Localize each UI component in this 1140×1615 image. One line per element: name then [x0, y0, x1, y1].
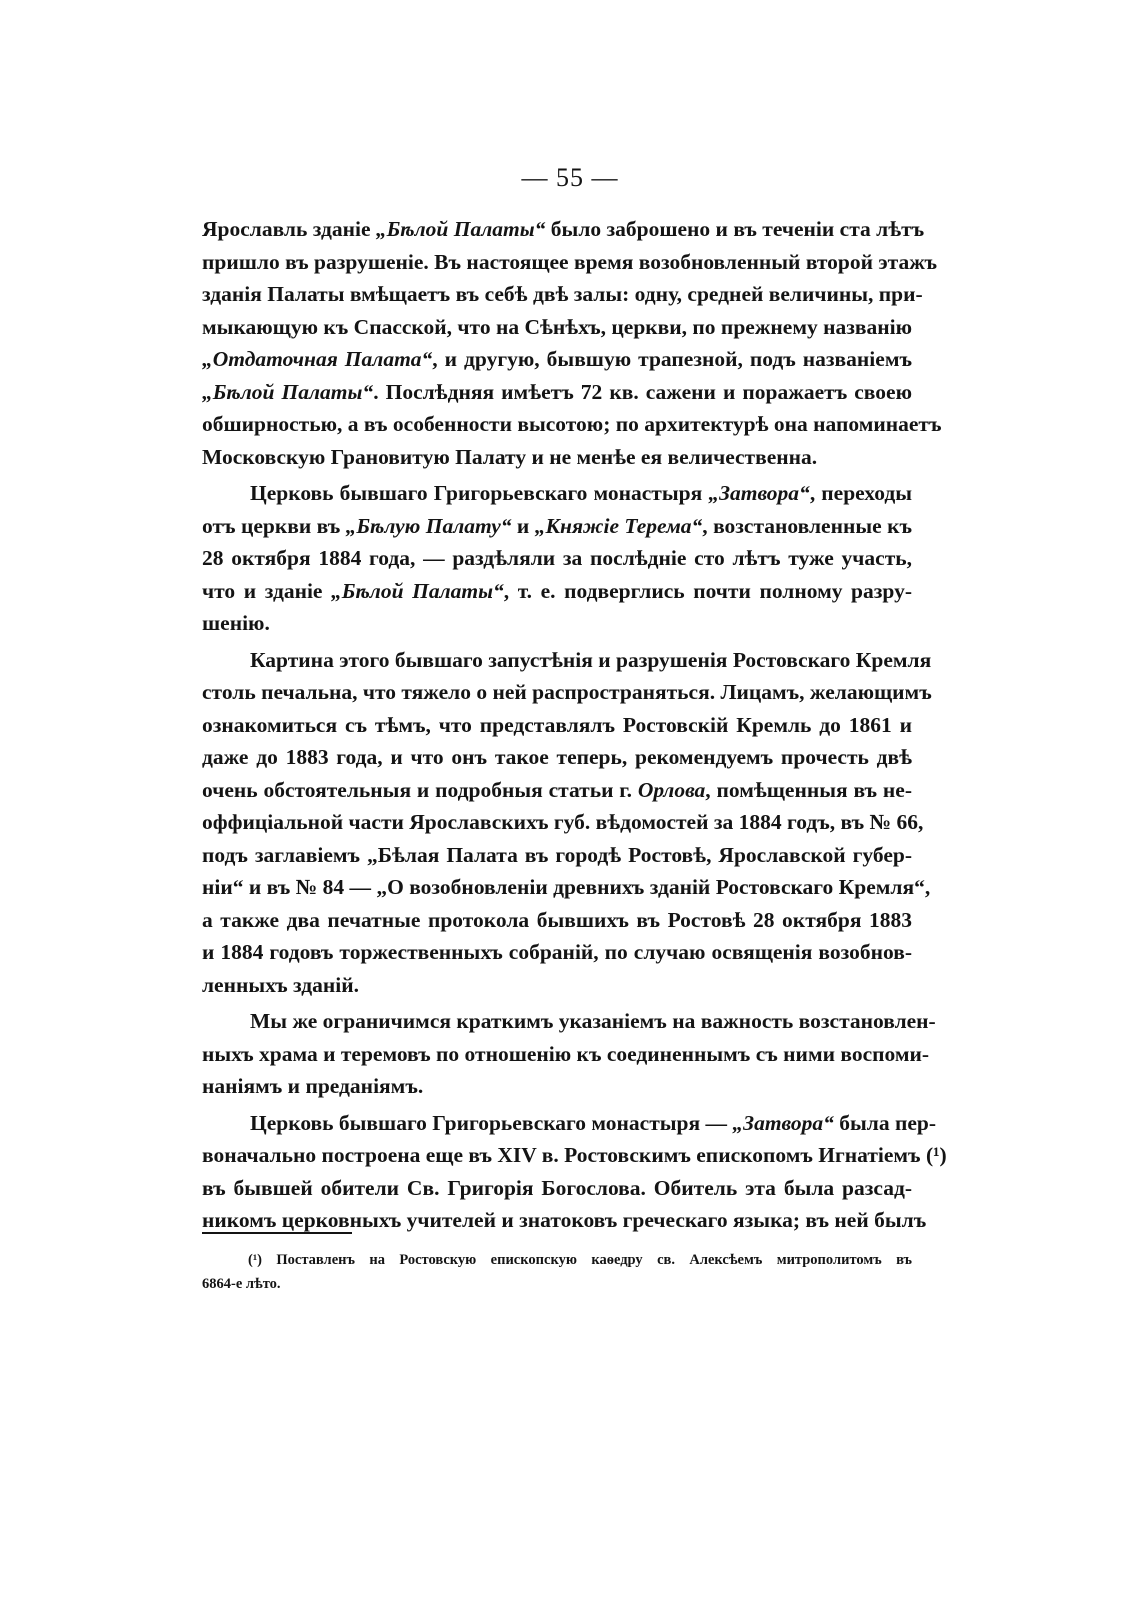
text-run: , переходы	[809, 481, 912, 505]
text-run: шенію.	[202, 611, 270, 635]
italic-text-run: „Княжіе Терема“	[534, 513, 703, 538]
text-run: , помѣщенныя въ не-	[705, 777, 912, 802]
text-run: даже до 1883 года, и что онъ такое теперь, рекомендуемъ прочесть двѣ	[202, 745, 912, 769]
text-line	[202, 1038, 930, 1071]
text-line	[248, 1248, 912, 1272]
paragraph	[202, 1107, 947, 1237]
text-line	[202, 1272, 912, 1296]
text-run: и 1884 годовъ торжественныхъ собраній, по случаю освященія возобнов-	[202, 940, 912, 964]
text-run: , т. е. подверглись почти полному разру-	[503, 578, 912, 603]
text-line	[202, 774, 912, 807]
italic-text-run: „Бѣлой Палаты“	[375, 217, 546, 241]
text-run: обширностью, а въ особенности высотою; по архитектурѣ она напоминаетъ	[202, 412, 942, 436]
text-run: оффиціальной части Ярославскихъ губ. вѣдомостей за 1884 годъ, въ № 66,	[202, 810, 924, 834]
text-run: пришло въ разрушеніе. Въ настоящее время возобновленный второй этажъ	[202, 249, 938, 274]
text-run: что и зданіе	[202, 578, 332, 603]
italic-text-run: „Затвора“	[732, 1110, 834, 1135]
text-line	[202, 441, 912, 474]
italic-text-run: „Бѣлую Палату“	[345, 513, 512, 538]
text-run: и	[511, 513, 535, 538]
text-run: 28 октября 1884 года, — раздѣляли за послѣдніе сто лѣтъ туже участь,	[202, 546, 912, 570]
italic-text-run: „Бѣлой Палаты“	[202, 379, 374, 404]
paragraph	[202, 477, 912, 640]
text-run: была пер-	[833, 1110, 937, 1135]
text-line	[202, 542, 912, 575]
paragraph	[202, 213, 942, 473]
text-line	[202, 246, 938, 279]
text-run: Церковь бывшаго Григорьевскаго монастыря	[250, 481, 709, 505]
text-run: ознакомиться съ тѣмъ, что представлялъ Ростовскій Кремль до 1861 и	[202, 712, 912, 737]
paragraph	[202, 1005, 936, 1103]
text-line	[202, 1172, 912, 1205]
text-line	[202, 806, 924, 839]
text-run: отъ церкви въ	[202, 513, 346, 538]
text-line	[202, 1070, 912, 1103]
text-run: наніямъ и преданіямъ.	[202, 1074, 424, 1098]
text-line	[202, 1107, 937, 1140]
text-run: а также два печатные протокола бывшихъ въ Ростовѣ 28 октября 1883	[202, 907, 912, 932]
text-run: Картина этого бывшаго запустѣнія и разрушенія Ростовскаго Кремля	[250, 647, 932, 672]
text-line	[202, 904, 912, 937]
text-line	[202, 278, 923, 311]
text-line	[202, 676, 932, 709]
text-run: очень обстоятельныя и подробныя статьи г.	[202, 777, 638, 802]
text-run: никомъ церковныхъ учителей и знатоковъ греческаго языка; въ ней былъ	[202, 1208, 927, 1232]
text-line	[202, 311, 912, 344]
italic-text-run: „Отдаточная Палата“	[202, 347, 433, 371]
text-run: зданія Палаты вмѣщаетъ въ себѣ двѣ залы: одну, средней величины, при-	[202, 282, 923, 306]
text-line	[202, 607, 912, 640]
text-run: было заброшено и въ теченіи ста лѣтъ	[545, 217, 925, 241]
text-line	[202, 376, 912, 409]
text-run: столь печальна, что тяжело о ней распространяться. Лицамъ, желающимъ	[202, 680, 932, 704]
text-line	[202, 871, 931, 904]
text-run: ленныхъ зданій.	[202, 972, 360, 997]
text-line	[202, 477, 912, 510]
text-line	[202, 1139, 947, 1172]
text-line	[202, 709, 912, 742]
text-line	[202, 408, 942, 441]
italic-text-run: „Бѣлой Палаты“	[331, 578, 504, 603]
text-line	[202, 644, 932, 677]
text-line	[202, 936, 912, 969]
body-text	[202, 213, 947, 1237]
footnote-divider	[202, 1232, 352, 1234]
text-line	[202, 1005, 936, 1038]
text-line	[202, 839, 912, 872]
text-line	[202, 510, 912, 543]
text-run: (¹) Поставленъ на Ростовскую епископскую каѳедру св. Алексѣемъ митрополитомъ въ	[248, 1252, 912, 1268]
italic-text-run: „Затвора“	[708, 481, 810, 505]
text-run: Церковь бывшаго Григорьевскаго монастыря —	[250, 1110, 733, 1135]
text-run: ніи“ и въ № 84 — „О возобновленіи древнихъ зданій Ростовскаго Кремля“,	[202, 875, 931, 899]
page-number: — 55 —	[521, 163, 619, 192]
text-run: , и другую, бывшую трапезной, подъ названіемъ	[432, 347, 912, 371]
text-run: мыкающую къ Спасской, что на Сѣнѣхъ, церкви, по прежнему названію	[202, 314, 913, 339]
text-line	[202, 741, 912, 774]
footnote	[202, 1248, 912, 1296]
italic-text-run: Орлова	[637, 777, 706, 802]
text-run: Мы же ограничимся краткимъ указаніемъ на важность возстановлен-	[250, 1009, 936, 1033]
text-run: , возстановленные къ	[702, 513, 912, 538]
text-run: ныхъ храма и теремовъ по отношенію къ соединеннымъ съ ними воспоми-	[202, 1041, 930, 1066]
paragraph	[202, 644, 932, 1002]
text-run: Ярославль зданіе	[202, 217, 376, 241]
text-run: Московскую Грановитую Палату и не менѣе ея величественна.	[202, 444, 818, 469]
text-line	[202, 575, 912, 608]
text-run: воначально построена еще въ XIV в. Ростовскимъ епископомъ Игнатіемъ (¹)	[202, 1143, 947, 1167]
text-run: . Послѣдняя имѣетъ 72 кв. сажени и поражаетъ своею	[373, 379, 912, 404]
text-line	[202, 213, 925, 246]
text-line	[202, 969, 912, 1002]
text-line	[202, 343, 912, 376]
text-run: подъ заглавіемъ „Бѣлая Палата въ городѣ Ростовѣ, Ярославской губер-	[202, 842, 912, 867]
text-run: 6864-е лѣто.	[202, 1276, 281, 1292]
text-run: въ бывшей обители Св. Григорія Богослова. Обитель эта была разсад-	[202, 1175, 912, 1200]
